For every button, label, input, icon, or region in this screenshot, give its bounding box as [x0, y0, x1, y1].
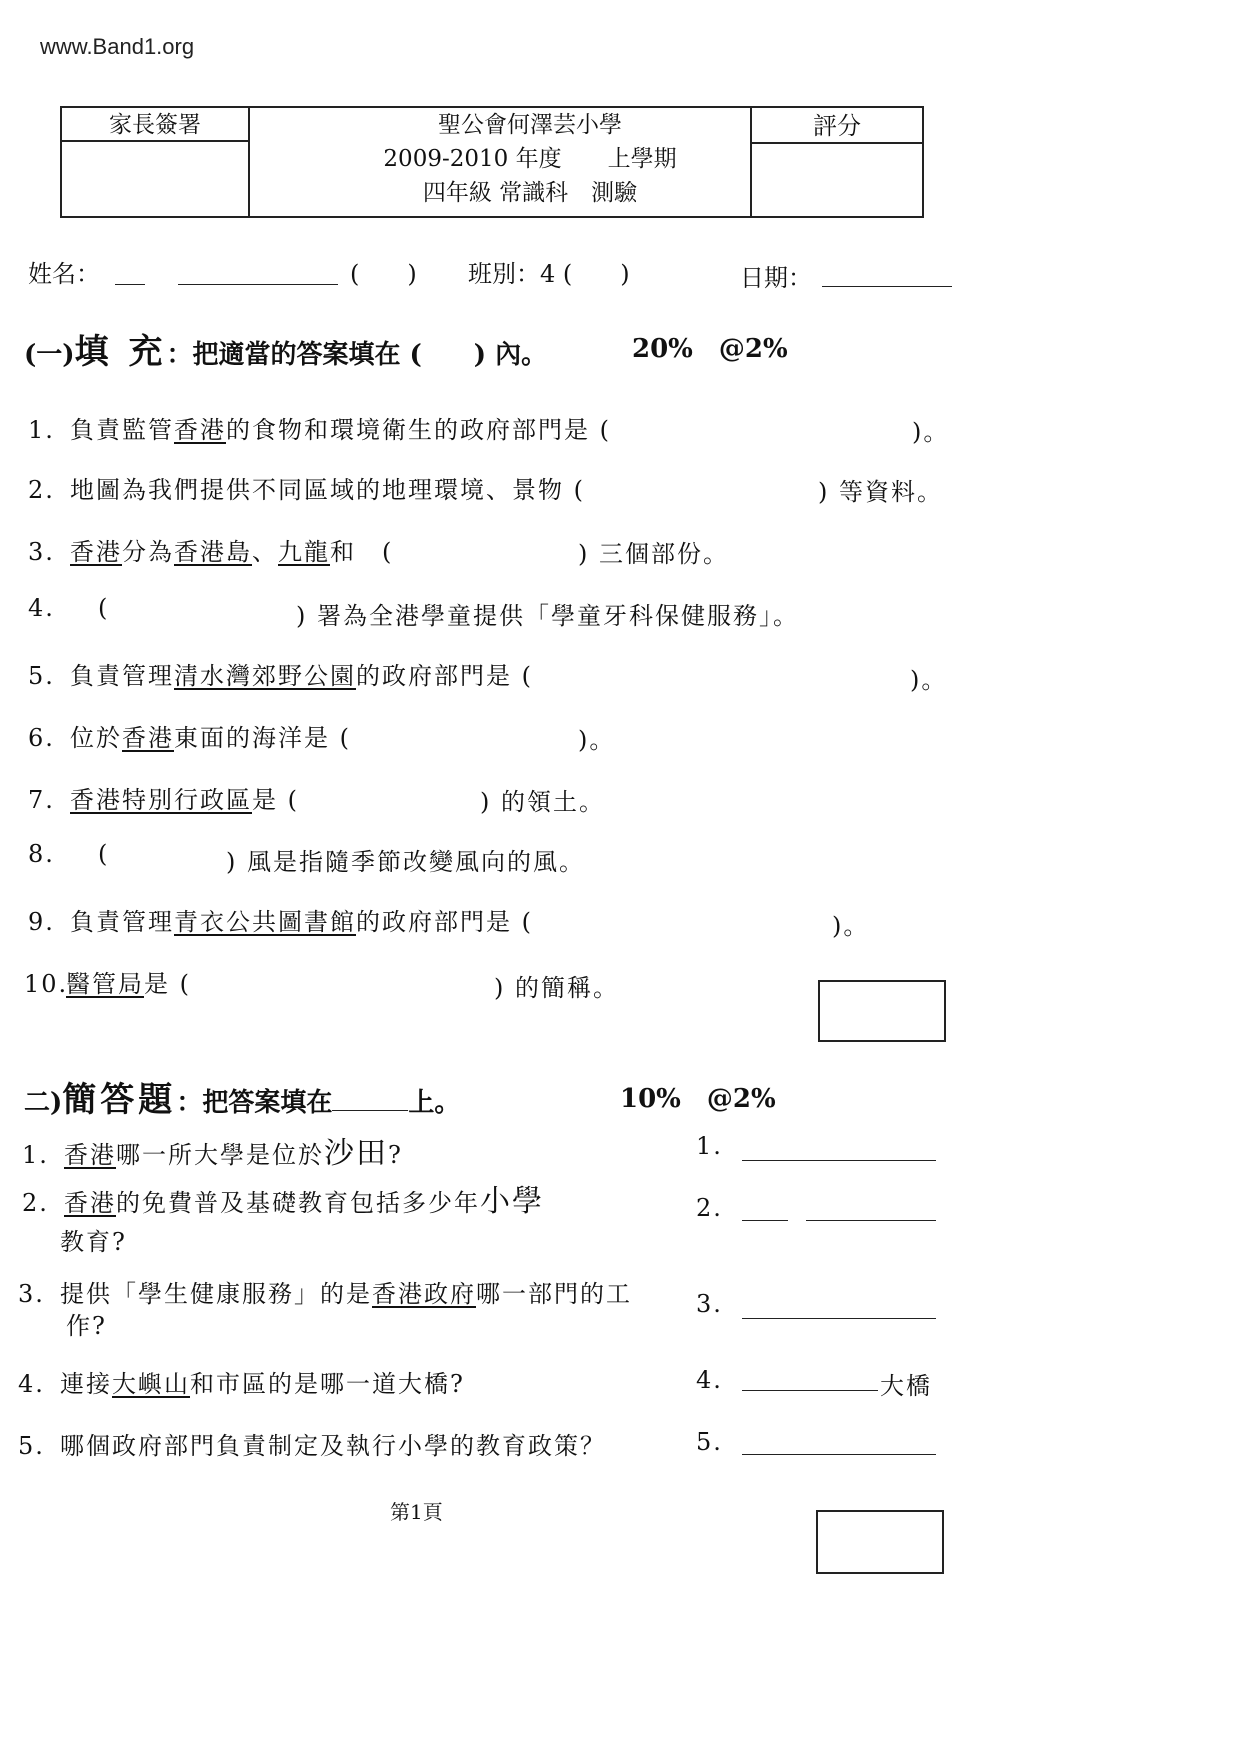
short-question-3-line2: 作?	[66, 1312, 107, 1340]
answer-line-2a[interactable]	[742, 1220, 788, 1221]
q-handwritten: 沙田	[324, 1136, 388, 1171]
q-number: 1.	[28, 416, 55, 444]
section2-instruction: ：把答案填在	[176, 1088, 333, 1118]
q-underlined: 大嶼山	[112, 1370, 190, 1398]
fill-question-2-close: ) 等資料。	[818, 478, 943, 506]
date-label: 日期：	[740, 264, 812, 292]
q-underlined: 九龍	[278, 538, 330, 566]
answer-label-4: 4.	[696, 1366, 723, 1394]
section1-instruction: ：把適當的答案填在 ( ) 內。	[166, 340, 548, 370]
q-text: 和市區的是哪一道大橋?	[190, 1370, 465, 1398]
fill-question-8	[28, 840, 109, 868]
q-underlined: 香港特別行政區	[70, 786, 252, 814]
q-handwritten: 小學	[480, 1184, 544, 1219]
fill-question-5-close: )。	[910, 666, 948, 694]
fill-question-3-close: ) 三個部份。	[578, 540, 729, 568]
q-underlined: 香港	[64, 1141, 116, 1169]
fill-question-2	[28, 470, 585, 505]
q-number: 7.	[28, 786, 55, 814]
section2-score-box[interactable]	[816, 1510, 944, 1574]
q-number: 8.	[28, 840, 55, 868]
short-question-3	[18, 1274, 632, 1309]
fill-question-1-close: )。	[912, 418, 950, 446]
section1-marks: 20% @2%	[632, 334, 788, 364]
page-number: 第1頁	[390, 1500, 443, 1524]
q-number: 10.	[24, 970, 69, 998]
fill-question-8-close: ) 風是指隨季節改變風向的風。	[226, 848, 585, 876]
q-underlined: 香港政府	[372, 1280, 476, 1308]
q-text: 哪一所大學是位於	[116, 1141, 324, 1169]
fill-question-4-close: ) 署為全港學童提供「學童牙科保健服務」。	[296, 602, 799, 630]
q-text: 的免費普及基礎教育包括多少年	[116, 1189, 480, 1217]
short-question-2	[22, 1176, 544, 1220]
q-text: 是 (	[144, 970, 191, 998]
answer-label-1: 1.	[696, 1132, 723, 1160]
q-underlined: 香港島	[174, 538, 252, 566]
section1-heading	[24, 324, 547, 373]
q-text: (	[98, 840, 110, 868]
school-info	[250, 108, 810, 216]
section2-marks: 10% @2%	[620, 1084, 776, 1114]
q-text: 的食物和環境衛生的政府部門是 (	[226, 416, 611, 444]
date-line[interactable]	[822, 286, 952, 287]
q-number: 5.	[28, 662, 55, 690]
parent-signature-label: 家長簽署	[62, 108, 248, 142]
q-number: 2.	[22, 1189, 49, 1217]
q-text: ?	[388, 1141, 403, 1169]
school-name: 聖公會何澤芸小學	[438, 112, 622, 138]
fill-question-7-close: ) 的領土。	[480, 788, 605, 816]
answer-line-5[interactable]	[742, 1454, 936, 1455]
name-label: 姓名：	[28, 260, 100, 288]
q-number: 3.	[28, 538, 55, 566]
q-text: 東面的海洋是 (	[174, 724, 351, 752]
answer-label-5: 5.	[696, 1428, 723, 1456]
year-term: 2009-2010 年度 上學期	[383, 146, 677, 172]
q-underlined: 香港	[174, 416, 226, 444]
q-text: 、	[252, 538, 278, 566]
score-cell	[750, 108, 922, 216]
q-underlined: 香港	[70, 538, 122, 566]
answer-line-4[interactable]	[742, 1390, 878, 1391]
fill-question-10	[24, 964, 191, 999]
section1-score-box[interactable]	[818, 980, 946, 1042]
q-text: 和 (	[330, 538, 394, 566]
q-text: 哪一部門的工	[476, 1280, 632, 1308]
fill-question-6	[28, 718, 351, 753]
q-text: 的政府部門是 (	[356, 662, 533, 690]
q-text: 負責管理	[70, 662, 174, 690]
fill-question-1	[28, 410, 611, 445]
section1-number: (一)	[24, 340, 75, 370]
answer-line-1[interactable]	[742, 1160, 936, 1161]
q-number: 9.	[28, 908, 55, 936]
q-number: 2.	[28, 476, 55, 504]
q-text: 負責監管	[70, 416, 174, 444]
score-label: 評分	[752, 108, 922, 144]
q-number: 3.	[18, 1280, 45, 1308]
watermark-url: www.Band1.org	[40, 34, 195, 59]
short-question-2-line2: 教育?	[60, 1228, 127, 1256]
grade-subject: 四年級 常識科 測驗	[422, 180, 638, 206]
header-table	[60, 106, 924, 218]
q-text: 是 (	[252, 786, 299, 814]
fill-question-5	[28, 656, 533, 691]
q-text: 哪個政府部門負責制定及執行小學的教育政策？	[60, 1432, 606, 1460]
fill-question-7	[28, 780, 299, 815]
fill-question-6-close: )。	[578, 726, 616, 754]
section1-title: 填 充	[74, 332, 167, 372]
class-label: 班別：4 ( )	[468, 260, 630, 288]
q-underlined: 清水灣郊野公園	[174, 662, 356, 690]
section2-title: 簡答題	[62, 1080, 177, 1120]
answer-line-3[interactable]	[742, 1318, 936, 1319]
section2-number: 二)	[24, 1088, 63, 1118]
fill-question-9	[28, 902, 533, 937]
q-text: 提供「學生健康服務」的是	[60, 1280, 372, 1308]
answer-label-2: 2.	[696, 1194, 723, 1222]
fill-question-3	[28, 532, 393, 567]
name-line-short	[115, 284, 145, 285]
class-number-paren: ( )	[350, 260, 417, 288]
q-text: 地圖為我們提供不同區域的地理環境、景物 (	[70, 476, 585, 504]
section2-blank-sample	[332, 1090, 408, 1111]
answer-4-suffix: 大橋	[880, 1372, 932, 1400]
fill-question-10-close: ) 的簡稱。	[494, 974, 619, 1002]
short-question-1	[22, 1128, 403, 1172]
q-underlined: 青衣公共圖書館	[174, 908, 356, 936]
q-text: 分為	[122, 538, 174, 566]
q-text: 連接	[60, 1370, 112, 1398]
q-text: 負責管理	[70, 908, 174, 936]
q-number: 6.	[28, 724, 55, 752]
q-text: (	[98, 594, 110, 622]
parent-signature-cell	[62, 108, 250, 216]
fill-question-4	[28, 594, 109, 622]
answer-line-2b[interactable]	[806, 1220, 936, 1221]
name-line[interactable]	[178, 284, 338, 285]
q-number: 4.	[28, 594, 55, 622]
short-question-4	[18, 1364, 465, 1399]
q-number: 5.	[18, 1432, 45, 1460]
answer-label-3: 3.	[696, 1290, 723, 1318]
q-underlined: 香港	[122, 724, 174, 752]
q-underlined: 香港	[64, 1189, 116, 1217]
q-text: 位於	[70, 724, 122, 752]
q-number: 1.	[22, 1141, 49, 1169]
section2-heading	[24, 1072, 460, 1121]
fill-question-9-close: )。	[832, 912, 870, 940]
q-underlined: 醫管局	[66, 970, 144, 998]
q-text: 的政府部門是 (	[356, 908, 533, 936]
section2-instruction-end: 上。	[408, 1088, 461, 1118]
short-question-5	[18, 1426, 606, 1461]
q-number: 4.	[18, 1370, 45, 1398]
